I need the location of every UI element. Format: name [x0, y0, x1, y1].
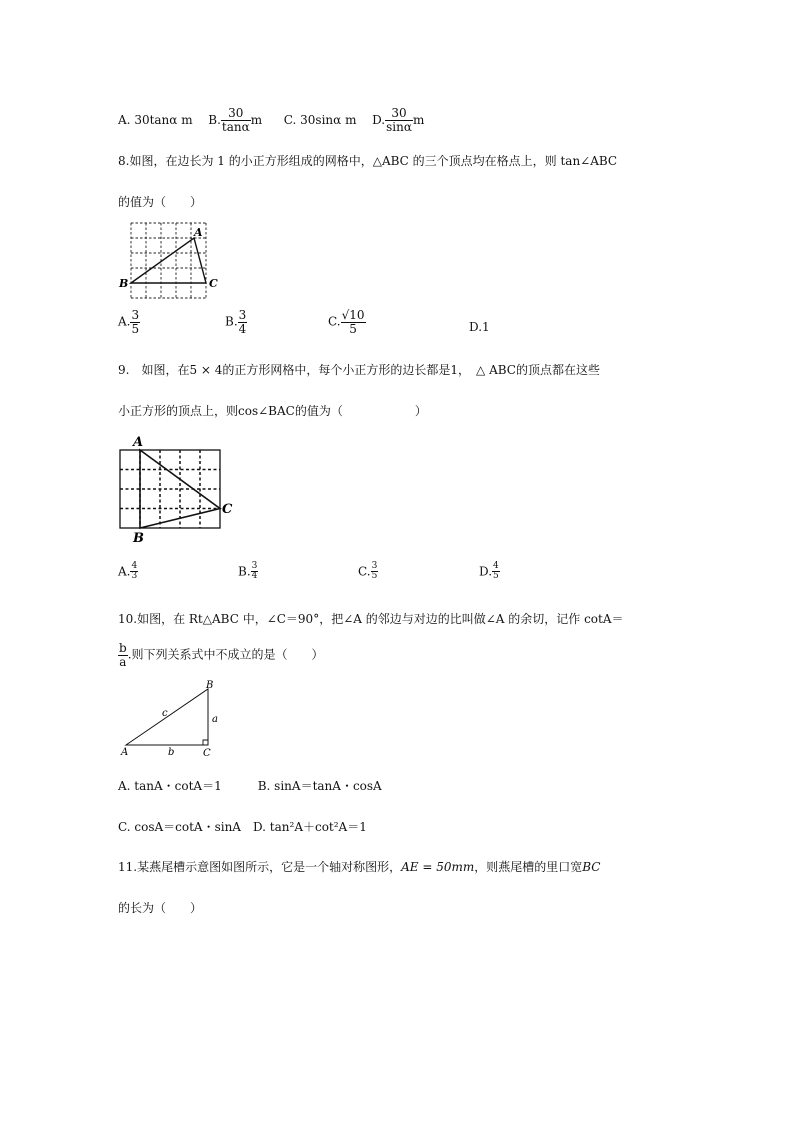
q8-option-b-denominator: 4	[238, 321, 247, 336]
q7-option-d-unit: m	[412, 113, 425, 127]
q9-option-a	[118, 562, 138, 582]
q9-label-c: C	[222, 502, 233, 517]
q7-option-d-numerator: 30	[385, 107, 413, 121]
q10-right-angle-mark	[203, 740, 208, 745]
q11-text-pre: 11.某燕尾槽示意图如图所示，它是一个轴对称图形，	[118, 860, 402, 874]
q7-option-b-unit: m	[250, 113, 263, 127]
q10-cot-fraction	[118, 642, 128, 668]
q8-option-c-numerator: √10	[341, 308, 365, 322]
q8-option-c	[328, 309, 366, 335]
q9-option-d-denominator: 5	[493, 571, 499, 582]
q7-option-b-denominator: tanα	[221, 120, 250, 134]
q8-option-b-numerator: 3	[238, 308, 247, 322]
q10-label-side-b: b	[168, 747, 175, 758]
q7-option-b-fraction	[221, 107, 251, 133]
q9-option-b	[238, 562, 258, 582]
q9-option-c-label: C.	[358, 564, 371, 579]
q7-option-c-text: 30sinα m	[300, 113, 357, 127]
q9-label-b: B	[133, 531, 144, 544]
q10-cot-numerator: b	[119, 641, 127, 655]
q10-label-side-c: c	[162, 708, 168, 719]
q9-label-a: A	[133, 435, 144, 450]
q11-text-post: ，则燕尾槽的里口宽	[474, 860, 583, 874]
q9-option-a-label: A.	[118, 564, 131, 579]
q9-question-line1: 9. 如图，在5 × 4的正方形网格中，每个小正方形的边长都是1， △ ABC的顶点都在这些	[118, 363, 600, 377]
q7-option-d-denominator: sinα	[386, 120, 412, 134]
q9-option-d-numerator: 4	[493, 561, 499, 571]
q10-cot-denominator: a	[119, 654, 127, 669]
q10-options-ab: A. tanA・cotA＝1 B. sinA＝tanA・cosA	[118, 779, 382, 793]
q10-question-line2-rest: .则下列关系式中不成立的是（ ）	[127, 647, 324, 662]
q9-option-b-label: B.	[238, 564, 251, 579]
q9-option-c	[358, 562, 378, 582]
q8-option-a-denominator: 5	[131, 321, 140, 336]
q8-option-a-numerator: 3	[131, 308, 140, 322]
q7-options	[118, 104, 424, 136]
q8-option-b-label: B.	[225, 314, 238, 329]
q7-option-b-label: B.	[208, 113, 221, 127]
q8-label-a: A	[194, 226, 203, 239]
q10-question-line1: 10.如图，在 Rt△ABC 中，∠C＝90°，把∠A 的邻边与对边的比叫做∠A 的余切，记作 cotA＝	[118, 612, 624, 626]
q10-label-side-a: a	[212, 714, 218, 725]
q9-option-a-numerator: 4	[131, 561, 138, 571]
q10-right-triangle-figure	[118, 680, 222, 760]
q9-option-d-label: D.	[479, 564, 493, 579]
q8-option-a	[118, 309, 140, 335]
q8-question-line1: 8.如图，在边长为 1 的小正方形组成的网格中，△ABC 的三个顶点均在格点上，则 tan∠ABC	[118, 154, 618, 168]
q10-options-cd: C. cosA＝cotA・sinA D. tan²A＋cot²A＝1	[118, 820, 367, 834]
q10-label-c-vertex: C	[203, 748, 211, 759]
q9-option-b-denominator: 4	[251, 571, 258, 582]
q8-question-line2: 的值为（ ）	[118, 195, 203, 209]
q8-label-c: C	[209, 277, 218, 290]
q10-label-b-vertex: B	[206, 680, 214, 691]
q9-option-c-denominator: 5	[371, 571, 378, 582]
q9-option-d	[479, 562, 500, 582]
q10-label-a-vertex: A	[121, 747, 129, 758]
q10-question-line2	[118, 642, 324, 668]
q8-label-b: B	[119, 277, 129, 290]
q11-math-bc: BC	[582, 860, 601, 874]
q9-option-b-numerator: 3	[251, 561, 258, 571]
q9-question-line2: 小正方形的顶点上，则cos∠BAC的值为（ ）	[118, 404, 427, 418]
q7-option-d-fraction	[385, 107, 413, 133]
q7-option-a-text: 30tanα m	[134, 113, 193, 127]
q8-option-d: D.1	[469, 320, 490, 334]
q9-grid-lines	[120, 450, 220, 528]
q11-question-line1	[118, 858, 600, 875]
q9-option-c-numerator: 3	[371, 561, 378, 571]
q7-option-b-numerator: 30	[221, 107, 251, 121]
q8-grid-figure	[116, 218, 226, 304]
q8-option-b	[225, 309, 247, 335]
q11-math-ae: AE = 50mm	[401, 860, 475, 874]
q8-option-c-label: C.	[328, 314, 341, 329]
q7-option-c-label: C.	[283, 113, 297, 127]
q9-option-a-denominator: 3	[131, 571, 138, 582]
q11-question-line2: 的长为（ ）	[118, 901, 203, 915]
q7-option-d-label: D.	[372, 113, 386, 127]
q9-grid-figure	[116, 432, 240, 544]
q7-option-a-label: A.	[118, 113, 131, 127]
q8-triangle-abc	[131, 238, 206, 283]
q8-option-a-label: A.	[118, 314, 131, 329]
q8-option-c-denominator: 5	[349, 321, 357, 336]
